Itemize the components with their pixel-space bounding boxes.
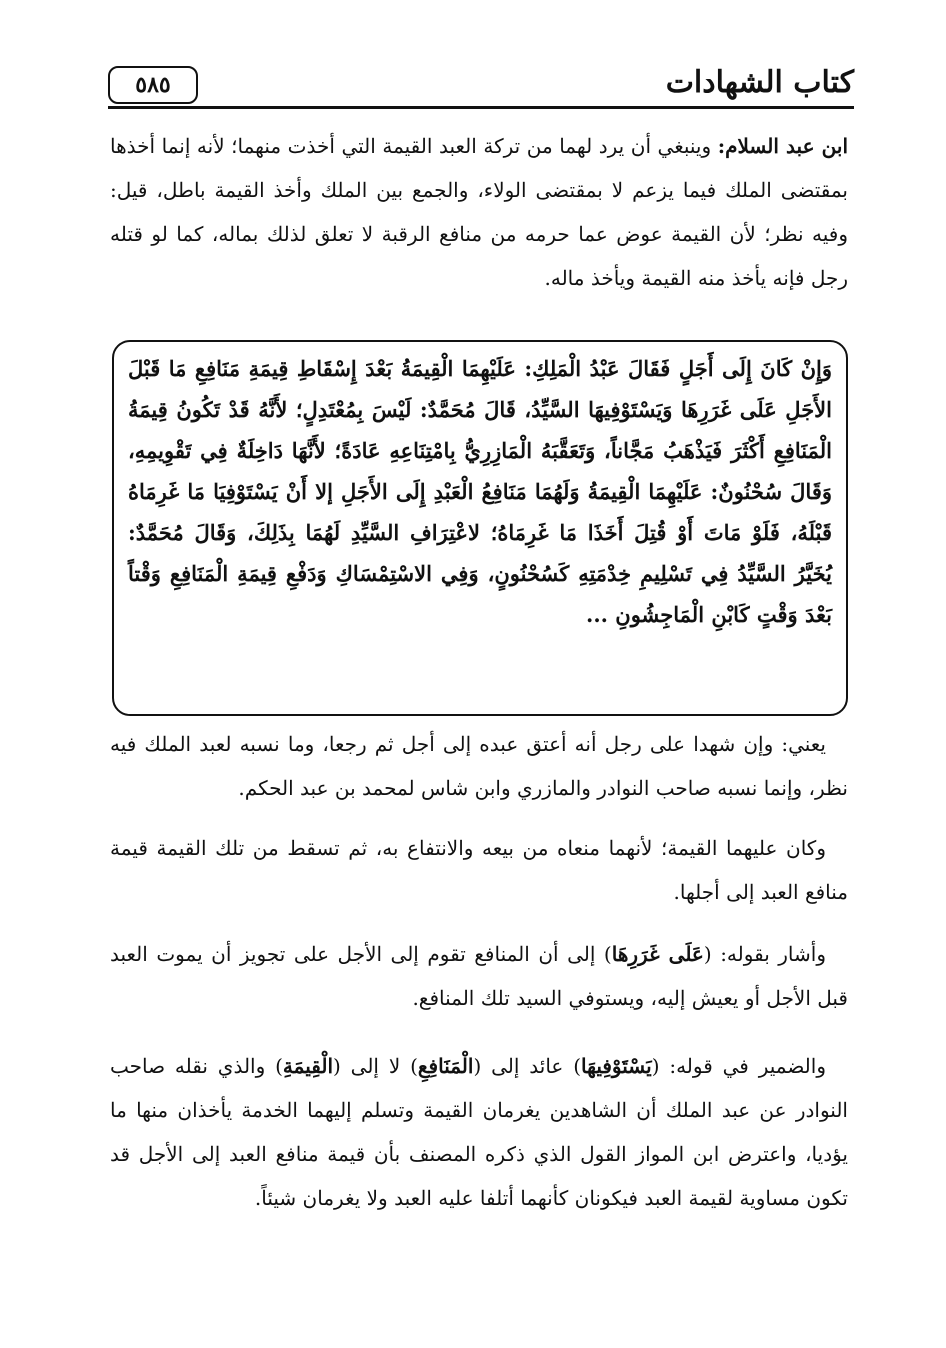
p4-text-a: والضمير في قوله: ( (651, 1054, 826, 1078)
p4-text-c: ) لا إلى ( (333, 1054, 418, 1078)
header-divider (108, 106, 854, 109)
p4-text-d: ) والذي نقله صاحب النوادر عن عبد الملك أن الشاهدين يغرمان القيمة وتسلم إليهما الخدمة يأخذان منها ما يؤديا، واعترض ابن المواز القول الذي ذكره المصنف بأن قيمة منافع العبد إلى الأجل قد تكون مساوية لقيمة العبد فيكونان كأنهما أتلفا عليه العبد ولا يغرمان شيئاً. (110, 1054, 848, 1210)
commentary-paragraph-4 (110, 1044, 848, 1220)
matn-text: وَإِنْ كَانَ إِلَى أَجَلٍ فَقَالَ عَبْدُ الْمَلِكِ: عَلَيْهِمَا الْقِيمَةُ بَعْدَ إِسْقَاطِ قِيمَةِ مَنَافِعِ مَا قَبْلَ الأَجَلِ عَلَى غَرَرِهَا وَيَسْتَوْفِيهَا السَّيِّدُ، قَالَ مُحَمَّدٌ: لَيْسَ بِمُعْتَدِلٍ؛ لأَنَّهُ قَدْ تَكُونُ قِيمَةُ الْمَنَافِعِ أَكْثَرَ فَيَذْهَبُ مَجَّاناً، وَتَعَقَّبَهُ الْمَازِرِيُّ بِامْتِنَاعِهِ عَادَةً؛ لأَنَّهَا دَاخِلَةٌ فِي تَقْوِيمِهِ، وَقَالَ سُحْنُونٌ: عَلَيْهِمَا الْقِيمَةُ وَلَهُمَا مَنَافِعُ الْعَبْدِ إِلَى الأَجَلِ إلا أَنْ يَسْتَوْفِيَا مَا غَرِمَاهُ قَبْلَهُ، فَلَوْ مَاتَ أَوْ قُتِلَ أَخَذَا مَا غَرِمَاهُ؛ لاعْتِرَافِ السَّيِّدِ لَهُمَا بِذَلِكَ، وَقَالَ مُحَمَّدٌ: يُخَيَّرُ السَّيِّدُ فِي تَسْلِيمِ خِدْمَتِهِ كَسُحْنُونٍ، وَفِي الاسْتِمْسَاكِ وَدَفْعِ قِيمَةِ الْمَنَافِعِ وَقْتاً بَعْدَ وَقْتٍ كَابْنِ الْمَاجِشُونِ ... (128, 356, 832, 627)
intro-paragraph (110, 124, 848, 300)
p4-text-b: ) عائد إلى ( (473, 1054, 581, 1078)
page-number: ٥٨٥ (108, 66, 198, 104)
p3-text-b: ) إلى أن المنافع تقوم إلى الأجل على تجويز أن يموت العبد قبل الأجل أو يعيش إليه، ويستوفي السيد تلك المنافع. (110, 942, 848, 1010)
intro-label: ابن عبد السلام: (717, 134, 848, 158)
p3-text-a: وأشار بقوله: ( (703, 942, 826, 966)
p4-quote-1: يَسْتَوْفِيهَا (581, 1054, 652, 1078)
book-title: كتاب الشهادات (665, 65, 854, 100)
commentary-paragraph-1: يعني: وإن شهدا على رجل أنه أعتق عبده إلى أجل ثم رجعا، وما نسبه لعبد الملك فيه نظر، وإنما نسبه صاحب النوادر والمازري وابن شاس لمحمد بن عبد الحكم. (110, 732, 848, 800)
p4-quote-3: الْقِيمَةِ (282, 1054, 334, 1078)
intro-text: وينبغي أن يرد لهما من تركة العبد القيمة التي أخذت منهما؛ لأنه إنما أخذها بمقتضى الملك فيما يزعم لا بمقتضى الولاء، والجمع بين الملك وأخذ القيمة باطل، قيل: وفيه نظر؛ لأن القيمة عوض عما حرمه من منافع الرقبة لا تعلق لذلك بماله، كما لو قتله رجل فإنه يأخذ منه القيمة ويأخذ ماله. (110, 134, 848, 290)
commentary-paragraph-3 (110, 932, 848, 1020)
matn-box (112, 340, 848, 716)
p4-quote-2: الْمَنَافِعِ (417, 1054, 474, 1078)
page-header (108, 62, 854, 120)
p3-quote: عَلَى غَرَرِهَا (611, 942, 704, 966)
commentary-paragraph-2: وكان عليهما القيمة؛ لأنهما منعاه من بيعه والانتفاع به، ثم تسقط من تلك القيمة قيمة منافع العبد إلى أجلها. (110, 836, 848, 904)
